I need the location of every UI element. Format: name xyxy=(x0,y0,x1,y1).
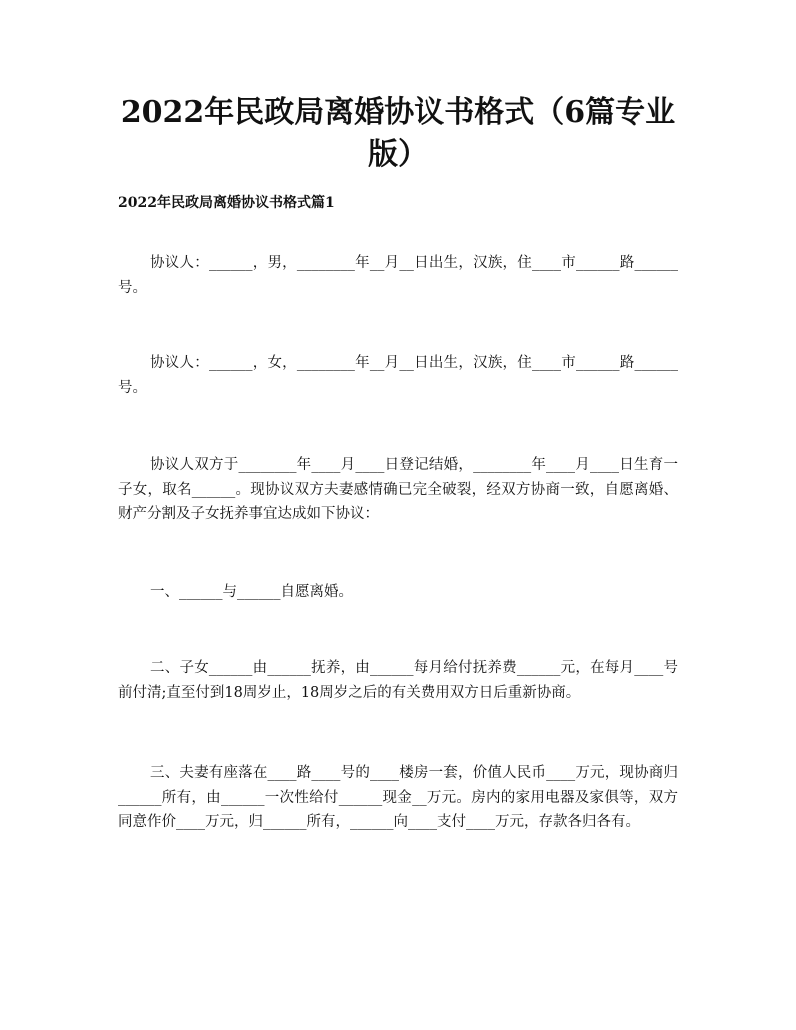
paragraph-clause-2: 二、子女______由______抚养，由______每月给付抚养费______元，在每月____号前付清;直至付到18周岁止，18周岁之后的有关费用双方日后重新协商。 xyxy=(118,660,678,701)
paragraph-clause-1: 一、______与______自愿离婚。 xyxy=(150,584,353,600)
section-heading: 2022年民政局离婚协议书格式篇1 xyxy=(118,195,335,211)
document-title: 2022年民政局离婚协议书格式（6篇专业版） xyxy=(120,95,676,172)
paragraph-marriage-info: 协议人双方于________年____月____日登记结婚，________年____月____日生育一子女，取名______。现协议双方夫妻感情确已完全破裂，经双方协商一致，自愿离婚、财产分割及子女抚养事宜达成如下协议： xyxy=(118,457,678,522)
paragraph-party-female: 协议人：______，女，________年__月__日出生，汉族，住____市______路______号。 xyxy=(118,355,678,396)
paragraph-party-male: 协议人：______，男，________年__月__日出生，汉族，住____市______路______号。 xyxy=(118,255,678,296)
paragraph-clause-3: 三、夫妻有座落在____路____号的____楼房一套，价值人民币____万元，现协商归______所有，由______一次性给付______现金__万元。房内的家用电器及家俱等，双方同意作价____万元，归______所有，______向____支付____万元，存款各归各有。 xyxy=(118,765,678,830)
